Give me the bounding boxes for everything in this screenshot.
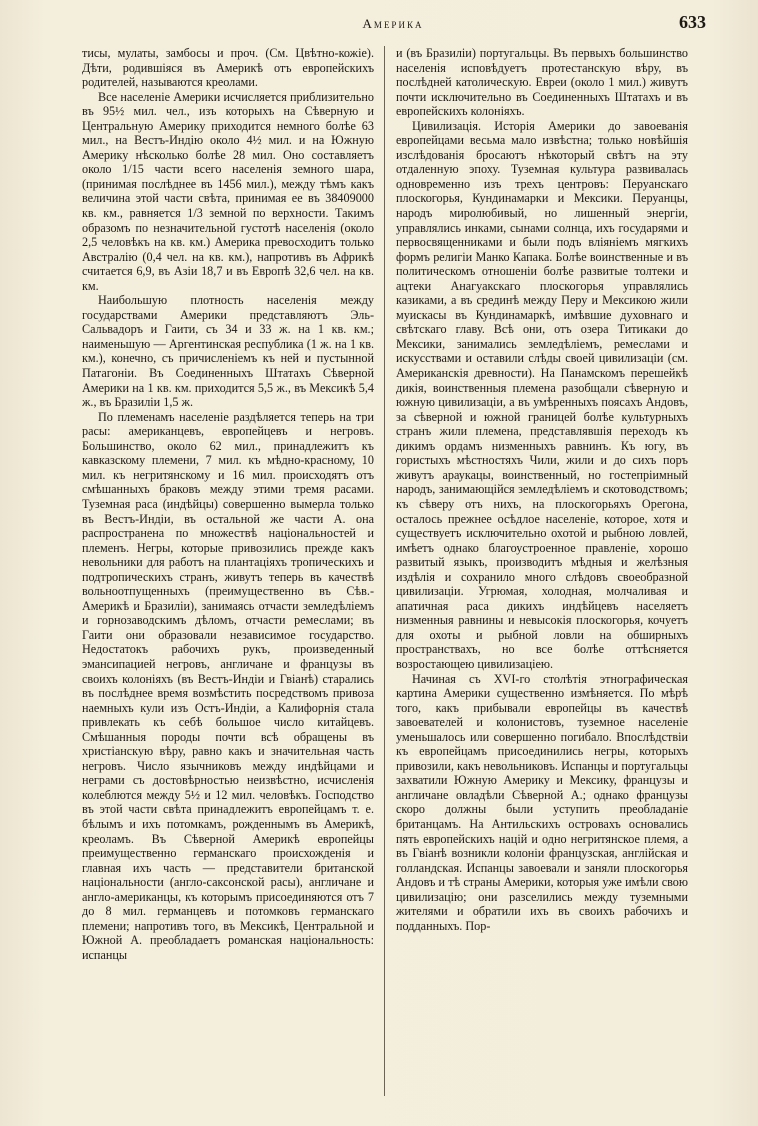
right-column (396, 46, 688, 1106)
paragraph: и (въ Бразиліи) португальцы. Въ первыхъ большинство населенія исповѣдуетъ протестанскую вѣру, въ послѣдней католическую. Евреи (около 1 мил.) живутъ почти исключительно въ Соединенныхъ Штатахъ и въ европейскихъ колоніяхъ. (396, 46, 688, 119)
paragraph: По племенамъ населеніе раздѣляется теперь на три расы: американцевъ, европейцевъ и негровъ. Большинство, около 62 мил., принадлежитъ къ кавказскому племени, 7 мил. къ мѣдно-красному, 10 мил. къ негритянскому и 16 мил. происходятъ отъ смѣшанныхъ браковъ между этими тремя расами. Туземная раса (индѣйцы) совершенно вымерла только въ Вестъ-Индіи, въ остальной же части А. она распространена по множествѣ національностей и племенъ. Негры, которые привозились прежде какъ невольники для работъ на плантаціяхъ тропическихъ и подтропическихъ странъ, живутъ теперь въ качествѣ вольноотпущенныхъ (преимущественно въ Сѣв.-Америкѣ и Бразиліи), занимаясь отчасти земледѣліемъ и горнозаводскимъ дѣломъ, отчасти ремеслами; въ Гаити они образовали независимое государство. Недостатокъ рабочихъ рукъ, произведенный эмансипацией негровъ, англичане и французы въ своихъ колоніяхъ (въ Вестъ-Индіи и Гвіанѣ) старались въ послѣднее время возмѣстить посредствомъ привоза наемныхъ кули изъ Остъ-Индіи, а Калифорнія стала привлекать къ себѣ большое число китайцевъ. Смѣшанныя породы почти всѣ обращены въ христіанскую вѣру, равно какъ и значительная часть негровъ. Число язычниковъ между индѣйцами и неграми съ достовѣрностью неизвѣстно, исчисленія колеблются между 5½ и 12 мил. человѣкъ. Господство въ этой части свѣта принадлежитъ европейцамъ т. е. бѣлымъ и ихъ потомкамъ, рожденнымъ въ Америкѣ, креоламъ. Въ Сѣверной Америкѣ европейцы преимущественно германскаго происхожденія и главная ихъ часть — представители британской національности (англо-саксонской расы), англичане и англо-американцы, къ которымъ присоединяются отъ 7 до 8 мил. германцевъ и потомковъ германскаго племени; напротивъ того, въ Мексикѣ, Центральной и Южной А. преобладаетъ романская національность: испанцы (82, 409, 374, 962)
page-header (80, 14, 706, 38)
paragraph: Все населеніе Америки исчисляется приблизительно въ 95½ мил. чел., изъ которыхъ на Сѣверную и Центральную Америку приходится немного болѣе 63 мил., на Вестъ-Индію около 4½ мил. и на Южную Америку нѣсколько болѣе 28 мил. Оно составляетъ около 1/15 части всего населенія земного шара, (принимая послѣднее въ 1456 мил.), между тѣмъ какъ величина этой части свѣта, принимая ее въ 38409000 кв. км., равняется 1/3 земной по верхности. Такимъ образомъ по незначительной густотѣ населенія (около 2,5 человѣкъ на кв. км.) Америка превосходитъ только Австралію (0,4 чел. на кв. км.), напротивъ въ Африкѣ считается 6,9, въ Азіи 18,7 и въ Европѣ 32,6 чел. на кв. км. (82, 89, 374, 293)
paragraph: Начиная съ XVI-го столѣтія этнографическая картина Америки существенно измѣняется. По мѣрѣ того, какъ прибывали европейцы въ качествѣ завоевателей и колонистовъ, туземное населеніе уменьшалось или совершенно погибало. Впослѣдствіи къ европейцамъ присоединились негры, которыхъ привозили, какъ невольниковъ. Испанцы и португальцы захватили Южную Америку и Мексику, французы и англичане овладѣли Сѣверной А.; однако французы скоро должны были уступить преобладаніе британцамъ. На Антильскихъ островахъ основались пять европейскихъ націй и одно негритянское племя, а въ Гвіанѣ возникли колоніи французская, англійская и голландская. Испанцы завоевали и заняли плоскогорья Андовъ и тѣ страны Америки, которыя уже имѣли свою цивилизацію; они разселились между туземными жителями и обратили ихъ въ своихъ рабочихъ и подданныхъ. Пор- (396, 671, 688, 933)
left-column (82, 46, 374, 1106)
text-columns (82, 46, 696, 1106)
running-head: Америка (362, 16, 424, 31)
column-divider (384, 46, 385, 1096)
paragraph: Цивилизація. Исторія Америки до завоеванія европейцами весьма мало извѣстна; только новѣйшія изслѣдованія бросаютъ нѣкоторый свѣтъ на эту отдаленную эпоху. Туземная культура развивалась одновременно изъ трехъ центровъ: Перуанскаго плоскогорья, Кундинамарки и Мексики. Перуанцы, народъ миролюбивый, но лишенный энергіи, управлялись инками, сынами солнца, ихъ государями и первосвященниками и были подъ вліяніемъ мягкихъ формъ религіи Манко Капака. Болѣе воинственные и въ политическомъ отношеніи болѣе развитые толтеки и ацтеки Анагуакскаго плоскогорья управлялись казиками, а въ срединѣ между Перу и Мексикою жили муискасы въ Кундинамаркѣ, имѣвшие духовнаго и свѣтскаго главу. Всѣ они, отъ озера Титикаки до Мексики, занимались земледѣліемъ, ремеслами и искусствами и оставили слѣды своей цивилизаціи (см. Американскія древности). На Панамскомъ перешейкѣ дикія, воинственныя племена разобщали сѣверную и южную цивилизаціи, а въ умѣренныхъ поясахъ Андовъ, за сѣверной и южной границей болѣе культурныхъ странъ жили племена, представлявшія переходъ къ дикимъ ордамъ низменныхъ равнинъ. Къ югу, въ гористыхъ мѣстностяхъ Чили, жили и до сихъ поръ живутъ араукацы, воинственный, но гостепріимный народъ, занимающійся земледѣліемъ и скотоводствомъ; къ сѣверу отъ нихъ, на плоскогорьяхъ Орегона, осталось прежнее осѣдлое населеніе, которое, хотя и существуетъ исключительно охотой и рыбною ловлей, имѣетъ однако благоустроенное правленіе, хорошо развитый языкъ, производитъ мѣдныя и желѣзныя издѣлія и сохранило много слѣдовъ своеобразной цивилизаціи. Угрюмая, холодная, молчаливая и апатичная раса дикихъ индѣйцевъ населяетъ низменныя равнины и невысокія плоскогорья, кочуетъ для охоты и рыбной ловли на обширныхъ пространствахъ, но все болѣе оттѣсняется возростающею цивилизаціею. (396, 118, 688, 671)
paragraph: тисы, мулаты, замбосы и проч. (См. Цвѣтно-кожіе). Дѣти, родившіяся въ Америкѣ отъ европейскихъ родителей, называются креолами. (82, 46, 374, 90)
page-number: 633 (679, 12, 706, 32)
paragraph: Наибольшую плотность населенія между государствами Америки представляютъ Эль-Сальвадоръ и Гаити, съ 34 и 33 ж. на 1 кв. км.; наименьшую — Аргентинская республика (1 ж. на 1 кв. км.), конечно, съ причисленіемъ къ ней и пустынной Патагоніи. Въ Соединенныхъ Штатахъ Сѣверной Америки на 1 кв. км. приходится 5,5 ж., въ Мексикѣ 5,4 ж., въ Бразиліи 1,5 ж. (82, 293, 374, 410)
